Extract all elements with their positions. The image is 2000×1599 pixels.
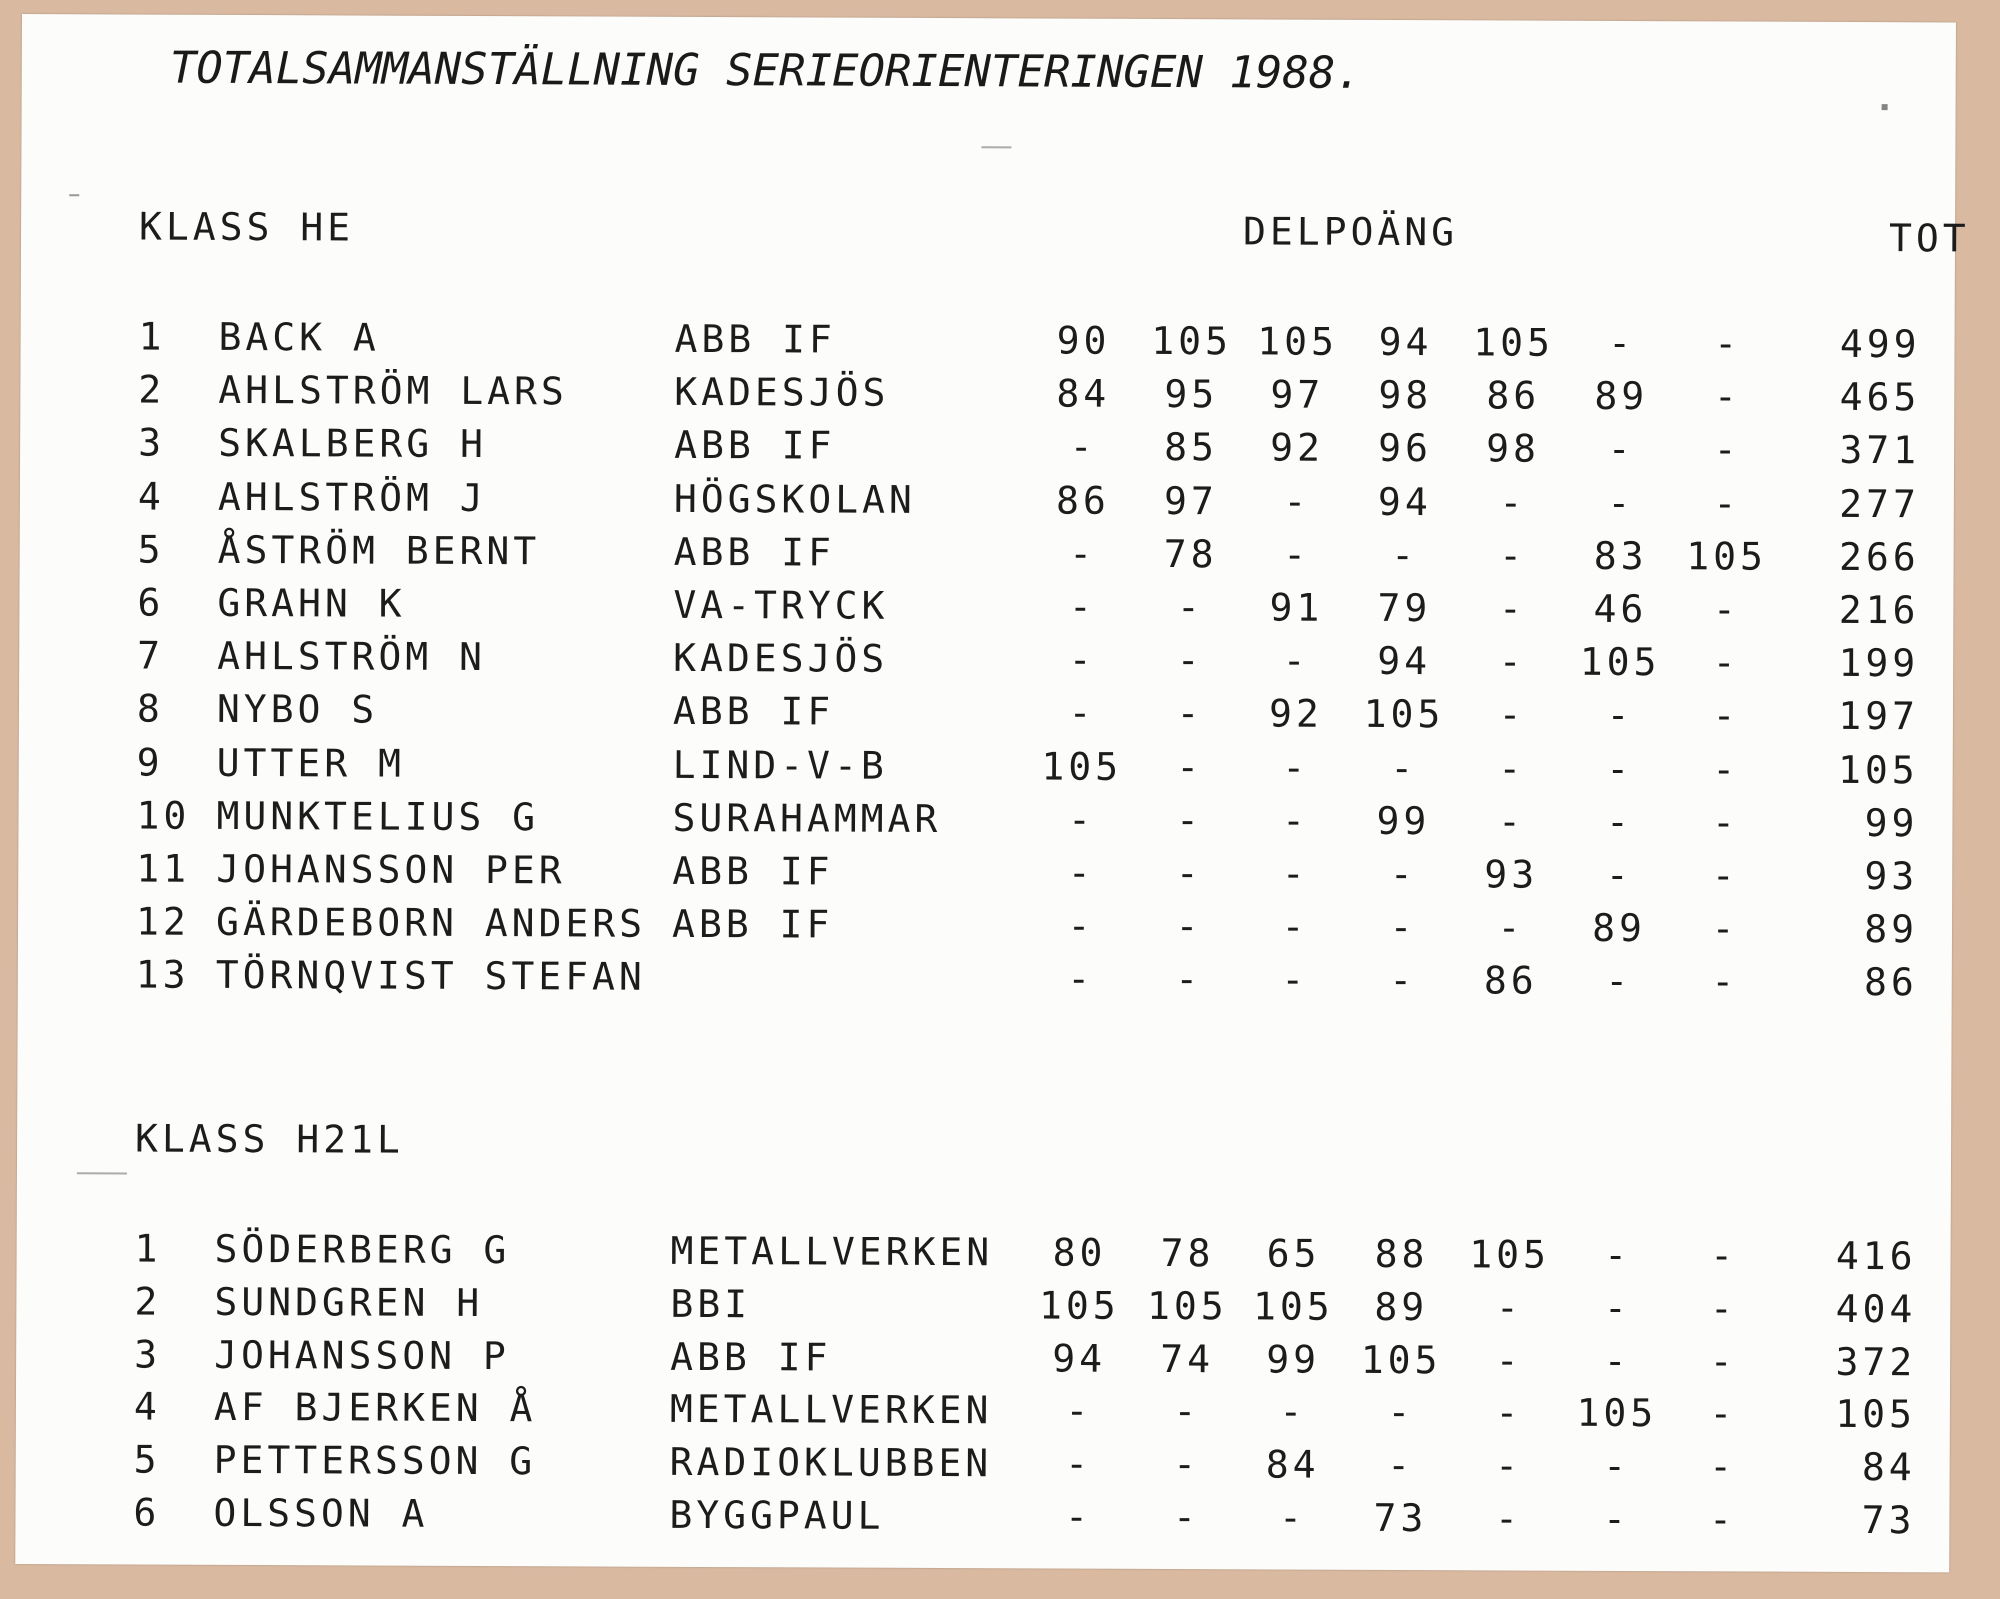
rank-cell: 13 — [135, 952, 190, 998]
points-cell: 86 — [1486, 373, 1541, 418]
points-cell: - — [1067, 797, 1096, 842]
points-cell: 99 — [1376, 798, 1431, 843]
points-cell: 105 — [1363, 692, 1445, 737]
club-cell: KADESJÖS — [673, 636, 889, 681]
points-cell: - — [1283, 532, 1311, 577]
result-row — [20, 367, 1954, 425]
copy-speck — [1882, 104, 1888, 110]
points-cell: - — [1714, 321, 1742, 366]
points-cell: - — [1603, 1285, 1631, 1330]
points-cell: - — [1175, 957, 1203, 1002]
points-cell: - — [1175, 904, 1203, 949]
club-cell: ABB IF — [673, 529, 836, 575]
points-cell: - — [1389, 905, 1417, 950]
points-cell: - — [1713, 374, 1741, 419]
points-cell: - — [1391, 532, 1419, 577]
points-cell: 86 — [1055, 478, 1110, 523]
points-cell: - — [1605, 799, 1634, 844]
result-row — [20, 474, 1954, 532]
copy-speck — [981, 146, 1011, 148]
total-cell: 86 — [1863, 960, 1918, 1005]
points-cell: 96 — [1378, 426, 1433, 471]
rank-cell: 12 — [135, 899, 190, 944]
points-cell: - — [1708, 1497, 1736, 1542]
points-cell: - — [1495, 1338, 1523, 1383]
points-cell: - — [1176, 585, 1204, 630]
total-cell: 371 — [1839, 428, 1921, 473]
rank-cell: 2 — [138, 367, 166, 412]
runner-name-cell: SKALBERG H — [218, 421, 488, 467]
club-cell: KADESJÖS — [674, 370, 890, 415]
result-row — [16, 1279, 1950, 1337]
points-cell: 105 — [1257, 319, 1338, 364]
total-cell: 372 — [1835, 1339, 1917, 1384]
points-cell: - — [1606, 746, 1634, 791]
rank-cell: 7 — [137, 633, 165, 678]
total-cell: 89 — [1864, 907, 1919, 952]
points-cell: - — [1065, 1388, 1093, 1434]
result-row — [18, 899, 1952, 957]
points-cell: 84 — [1265, 1442, 1320, 1487]
points-cell: - — [1065, 1441, 1093, 1486]
rank-cell: 3 — [138, 420, 166, 466]
result-row — [16, 1226, 1950, 1284]
points-cell: - — [1607, 480, 1635, 525]
result-row — [16, 1437, 1950, 1495]
rank-cell: 11 — [136, 846, 191, 891]
rank-cell: 5 — [137, 527, 165, 572]
points-cell: - — [1068, 690, 1096, 736]
points-cell: - — [1497, 905, 1525, 950]
points-cell: - — [1389, 958, 1417, 1003]
runner-name-cell: JOHANSSON P — [214, 1332, 510, 1378]
points-cell: - — [1712, 587, 1740, 632]
club-cell: ABB IF — [670, 1334, 832, 1380]
points-cell: 46 — [1593, 586, 1648, 632]
points-cell: - — [1069, 424, 1097, 470]
points-cell: - — [1604, 1232, 1632, 1278]
points-cell: 90 — [1056, 318, 1111, 363]
runner-name-cell: GÄRDEBORN ANDERS — [215, 900, 647, 946]
points-cell: 93 — [1484, 852, 1539, 897]
points-cell: - — [1173, 1442, 1201, 1487]
club-cell: VA-TRYCK — [673, 582, 889, 628]
club-cell: ABB IF — [672, 689, 835, 734]
total-cell: 277 — [1839, 481, 1920, 526]
points-cell: - — [1498, 586, 1526, 631]
points-cell: - — [1281, 904, 1309, 949]
points-cell: - — [1709, 1391, 1737, 1436]
points-cell: - — [1713, 427, 1741, 472]
total-header: TOT — [1888, 216, 1970, 261]
rank-cell: 1 — [134, 1226, 162, 1271]
club-cell: LIND-V-B — [672, 742, 888, 788]
runner-name-cell: SÖDERBERG G — [214, 1226, 511, 1273]
points-cell: - — [1499, 480, 1527, 525]
points-cell: 92 — [1268, 691, 1323, 737]
points-cell: - — [1390, 745, 1418, 790]
points-cell: 98 — [1486, 426, 1541, 472]
points-cell: - — [1710, 1233, 1738, 1278]
points-cell: - — [1176, 691, 1204, 736]
points-cell: - — [1498, 639, 1526, 684]
points-cell: 78 — [1160, 1230, 1215, 1276]
page-title: TOTALSAMMANSTÄLLNING SERIEORIENTERINGEN 1988. — [169, 42, 1362, 99]
points-cell: - — [1712, 693, 1740, 738]
points-cell: 105 — [1360, 1337, 1442, 1382]
points-cell: - — [1711, 853, 1739, 898]
points-cell: - — [1709, 1444, 1737, 1489]
points-cell: - — [1068, 637, 1096, 682]
rank-cell: 6 — [133, 1490, 161, 1535]
points-cell: - — [1389, 851, 1417, 897]
result-row — [19, 686, 1953, 744]
rank-cell: 4 — [133, 1384, 161, 1430]
total-cell: 216 — [1838, 587, 1920, 633]
points-cell: - — [1494, 1496, 1522, 1541]
points-cell: 94 — [1377, 639, 1432, 684]
points-cell: 84 — [1056, 371, 1111, 416]
result-row — [20, 420, 1954, 478]
points-cell: - — [1172, 1495, 1200, 1540]
points-cell: 91 — [1269, 585, 1324, 630]
points-cell: - — [1387, 1390, 1415, 1435]
class-he-label: KLASS HE — [138, 204, 355, 250]
points-cell: 86 — [1483, 958, 1538, 1004]
runner-name-cell: OLSSON A — [213, 1490, 429, 1536]
result-row — [20, 527, 1954, 585]
runner-name-cell: SUNDGREN H — [214, 1279, 484, 1325]
points-cell: - — [1498, 692, 1526, 737]
points-cell: 105 — [1686, 534, 1768, 579]
points-cell: 79 — [1377, 585, 1432, 631]
rank-cell: 9 — [136, 740, 164, 785]
points-cell: - — [1712, 640, 1740, 685]
runner-name-cell: MUNKTELIUS G — [216, 793, 540, 840]
class-h21l-label: KLASS H21L — [134, 1116, 404, 1162]
points-cell: - — [1602, 1496, 1630, 1542]
points-cell: - — [1495, 1285, 1523, 1330]
points-cell: 94 — [1377, 479, 1432, 524]
total-cell: 197 — [1838, 694, 1920, 739]
points-cell: 65 — [1266, 1231, 1321, 1276]
points-cell: 105 — [1576, 1391, 1658, 1436]
points-cell: - — [1603, 1338, 1631, 1383]
points-cell: - — [1709, 1338, 1737, 1384]
points-cell: 94 — [1378, 319, 1433, 365]
points-cell: 97 — [1270, 372, 1325, 417]
points-cell: - — [1603, 1444, 1631, 1489]
points-cell: 89 — [1374, 1284, 1429, 1329]
points-cell: - — [1173, 1389, 1201, 1434]
copy-speck — [69, 194, 79, 196]
club-cell: BYGGPAUL — [669, 1492, 885, 1538]
total-cell: 84 — [1861, 1445, 1916, 1490]
points-cell: - — [1387, 1443, 1415, 1488]
total-cell: 465 — [1839, 375, 1921, 420]
runner-name-cell: UTTER M — [216, 740, 405, 786]
club-cell: METALLVERKEN — [669, 1387, 993, 1433]
points-cell: 89 — [1594, 374, 1649, 419]
points-cell: - — [1278, 1495, 1306, 1540]
points-cell: - — [1608, 320, 1636, 366]
club-cell: RADIOKLUBBEN — [669, 1440, 993, 1486]
points-cell: - — [1709, 1286, 1737, 1331]
runner-name-cell: JOHANSSON PER — [216, 846, 566, 893]
points-cell: 88 — [1374, 1231, 1429, 1277]
points-cell: 80 — [1052, 1230, 1107, 1275]
points-cell: 105 — [1579, 639, 1661, 685]
points-cell: - — [1282, 745, 1310, 790]
club-cell: ABB IF — [672, 848, 834, 894]
total-cell: 404 — [1835, 1286, 1917, 1332]
result-row — [18, 952, 1952, 1010]
total-cell: 105 — [1837, 747, 1919, 792]
rank-cell: 10 — [136, 793, 191, 838]
club-cell: HÖGSKOLAN — [673, 476, 916, 522]
points-cell: - — [1175, 851, 1203, 896]
rank-cell: 8 — [136, 686, 164, 732]
runner-name-cell: AF BJERKEN Å — [213, 1385, 537, 1431]
points-cell: 105 — [1146, 1283, 1228, 1329]
points-cell: 105 — [1473, 320, 1554, 365]
club-cell: ABB IF — [674, 316, 836, 362]
points-cell: 78 — [1163, 531, 1218, 577]
result-row — [18, 793, 1952, 851]
points-cell: - — [1711, 800, 1740, 845]
points-cell: - — [1606, 693, 1634, 738]
points-cell: - — [1176, 744, 1204, 789]
runner-name-cell: AHLSTRÖM J — [217, 474, 487, 520]
runner-name-cell: AHLSTRÖM LARS — [218, 368, 568, 414]
points-cell: - — [1711, 959, 1739, 1004]
total-cell: 73 — [1861, 1498, 1916, 1543]
points-cell: 97 — [1163, 478, 1218, 523]
points-cell: 74 — [1160, 1336, 1215, 1381]
result-row — [19, 633, 1953, 691]
points-cell: 105 — [1469, 1232, 1551, 1277]
points-cell: 98 — [1378, 373, 1433, 418]
points-cell: - — [1498, 746, 1526, 791]
points-cell: - — [1175, 797, 1204, 842]
club-cell: METALLVERKEN — [670, 1228, 994, 1275]
points-cell: 92 — [1270, 425, 1325, 471]
points-cell: 105 — [1038, 1283, 1120, 1328]
runner-name-cell: GRAHN K — [217, 580, 406, 626]
points-cell: - — [1279, 1389, 1307, 1435]
result-row — [18, 846, 1952, 904]
points-cell: - — [1176, 638, 1204, 683]
total-cell: 266 — [1838, 534, 1920, 580]
runner-name-cell: AHLSTRÖM N — [217, 634, 487, 680]
total-cell: 499 — [1839, 321, 1921, 367]
points-cell: 94 — [1052, 1336, 1107, 1381]
points-cell: 105 — [1151, 318, 1232, 364]
points-cell: - — [1069, 531, 1097, 576]
club-cell: ABB IF — [674, 423, 836, 468]
points-cell: - — [1499, 533, 1527, 578]
runner-name-cell: TÖRNQVIST STEFAN — [215, 953, 646, 1000]
club-cell: ABB IF — [671, 902, 834, 947]
rank-cell: 5 — [133, 1437, 161, 1482]
result-row — [16, 1332, 1950, 1390]
points-cell: - — [1495, 1390, 1523, 1435]
points-cell: 89 — [1592, 906, 1646, 951]
points-cell: 99 — [1266, 1337, 1321, 1382]
points-cell: 83 — [1593, 533, 1648, 578]
club-cell: BBI — [670, 1281, 752, 1326]
points-cell: - — [1607, 427, 1635, 472]
rank-cell: 4 — [137, 474, 165, 519]
rank-cell: 3 — [134, 1332, 162, 1377]
runner-name-cell: NYBO S — [216, 687, 379, 732]
result-row — [20, 314, 1954, 372]
club-cell: SURAHAMMAR — [672, 795, 942, 841]
points-cell: 105 — [1252, 1284, 1334, 1329]
runner-name-cell: PETTERSSON G — [213, 1438, 537, 1484]
points-cell: 85 — [1164, 425, 1219, 470]
result-row — [16, 1384, 1950, 1442]
total-cell: 199 — [1838, 641, 1920, 686]
points-cell: - — [1067, 850, 1095, 895]
points-cell: - — [1283, 479, 1311, 524]
points-cell: 105 — [1041, 744, 1123, 789]
results-sheet — [15, 14, 1970, 1572]
points-cell: - — [1712, 746, 1740, 792]
points-cell: - — [1713, 480, 1741, 526]
points-cell: - — [1497, 799, 1526, 844]
result-row — [19, 580, 1953, 638]
points-cell: - — [1281, 851, 1309, 896]
points-cell: - — [1067, 956, 1095, 1002]
points-header: DELPOÄNG — [1242, 209, 1459, 255]
rank-cell: 2 — [134, 1279, 162, 1324]
total-cell: 99 — [1864, 800, 1919, 846]
runner-name-cell: BACK A — [218, 314, 380, 360]
runner-name-cell: ÅSTRÖM BERNT — [217, 527, 541, 574]
points-cell: - — [1282, 638, 1310, 683]
points-cell: 73 — [1373, 1495, 1428, 1541]
points-cell: - — [1711, 906, 1739, 951]
result-row — [19, 740, 1953, 798]
points-cell: - — [1605, 852, 1633, 898]
points-cell: - — [1068, 584, 1096, 629]
points-cell: - — [1281, 957, 1309, 1003]
points-cell: - — [1064, 1494, 1092, 1539]
total-cell: 416 — [1835, 1233, 1917, 1279]
points-cell: - — [1067, 903, 1095, 948]
points-cell: - — [1495, 1443, 1523, 1488]
points-cell: - — [1281, 798, 1310, 843]
points-cell: - — [1605, 959, 1633, 1004]
total-cell: 105 — [1835, 1392, 1917, 1437]
total-cell: 93 — [1864, 854, 1919, 899]
rank-cell: 6 — [137, 580, 165, 625]
rank-cell: 1 — [138, 314, 166, 359]
copy-speck — [77, 1172, 127, 1174]
result-row — [15, 1490, 1949, 1548]
points-cell: 95 — [1164, 372, 1219, 417]
